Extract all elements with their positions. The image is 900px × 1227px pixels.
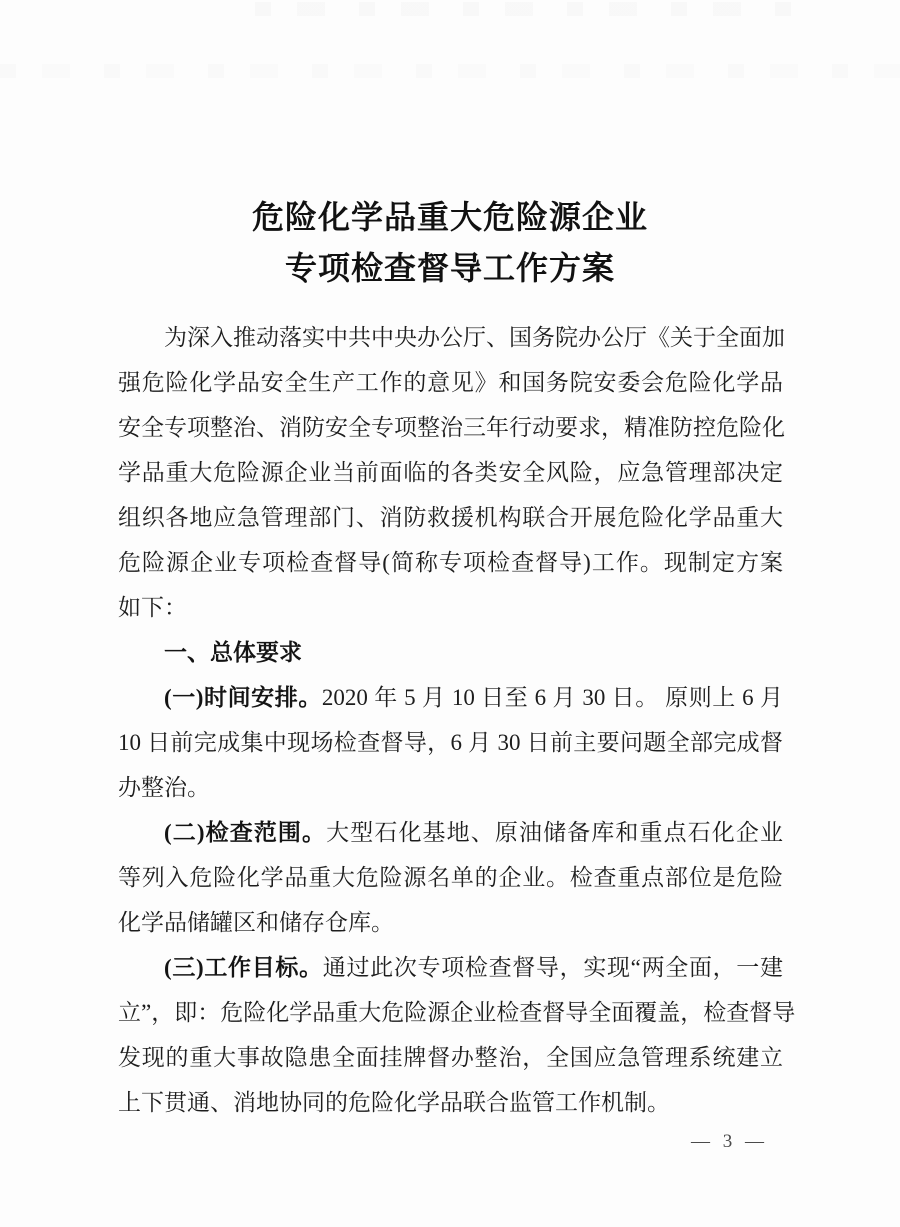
bold-lead-in: (二)检查范围。 — [164, 820, 327, 845]
item-3-work-goals-line — [118, 1035, 783, 1080]
bold-lead-in: 一、总体要求 — [164, 640, 302, 665]
bold-lead-in: (三)工作目标。 — [164, 955, 323, 980]
item-2-inspection-scope-line — [118, 810, 783, 855]
line-text: 如下： — [118, 595, 187, 620]
intro-paragraph-line — [118, 585, 783, 630]
item-1-time-arrangement-line — [118, 675, 783, 720]
line-text: 化学品储罐区和储存仓库。 — [118, 910, 394, 935]
item-1-time-arrangement-line — [118, 720, 783, 765]
line-text: 等列入危险化学品重大危险源名单的企业。检查重点部位是危险 — [118, 865, 783, 890]
title-line-2: 专项检查督导工作方案 — [284, 250, 615, 286]
intro-paragraph-line — [118, 540, 783, 585]
line-text: 上下贯通、消地协同的危险化学品联合监管工作机制。 — [118, 1090, 670, 1115]
intro-paragraph-line — [118, 360, 783, 405]
document-title — [0, 192, 900, 294]
page-number: — 3 — — [691, 1131, 768, 1152]
intro-paragraph-line — [118, 405, 783, 450]
intro-paragraph-line — [118, 315, 783, 360]
line-text: 办整治。 — [118, 775, 210, 800]
item-2-inspection-scope-line — [118, 900, 783, 945]
line-text: 10 日前完成集中现场检查督导，6 月 30 日前主要问题全部完成督 — [118, 730, 784, 755]
document-body — [118, 315, 796, 1125]
line-text: 组织各地应急管理部门、消防救援机构联合开展危险化学品重大 — [118, 505, 783, 530]
line-text: 危险源企业专项检查督导(简称专项检查督导)工作。现制定方案 — [118, 550, 783, 575]
item-3-work-goals-line — [118, 990, 796, 1035]
item-1-time-arrangement-line — [118, 765, 783, 810]
line-text: 2020 年 5 月 10 日至 6 月 30 日。 原则上 6 月 — [321, 685, 783, 710]
line-text: 大型石化基地、原油储备库和重点石化企业 — [326, 820, 783, 845]
title-line-1: 危险化学品重大危险源企业 — [251, 199, 648, 235]
item-3-work-goals-line — [118, 1080, 783, 1125]
section-1-heading-line — [118, 630, 783, 675]
line-text: 强危险化学品安全生产工作的意见》和国务院安委会危险化学品 — [118, 370, 783, 395]
line-text: 通过此次专项检查督导，实现“两全面，一建 — [322, 955, 783, 980]
item-3-work-goals-line — [118, 945, 783, 990]
intro-paragraph-line — [118, 450, 783, 495]
intro-paragraph-line — [118, 495, 783, 540]
line-text: 安全专项整治、消防安全专项整治三年行动要求，精准防控危险化 — [118, 415, 785, 440]
scan-artifact-top — [255, 2, 815, 16]
line-text: 学品重大危险源企业当前面临的各类安全风险，应急管理部决定 — [118, 460, 783, 485]
line-text: 立”，即：危险化学品重大危险源企业检查督导全面覆盖，检查督导 — [118, 1000, 796, 1025]
line-text: 发现的重大事故隐患全面挂牌督办整治，全国应急管理系统建立 — [118, 1045, 783, 1070]
line-text: 为深入推动落实中共中央办公厅、国务院办公厅《关于全面加 — [164, 325, 785, 350]
bold-lead-in: (一)时间安排。 — [164, 685, 322, 710]
item-2-inspection-scope-line — [118, 855, 783, 900]
scan-artifact-secondary — [0, 64, 900, 78]
